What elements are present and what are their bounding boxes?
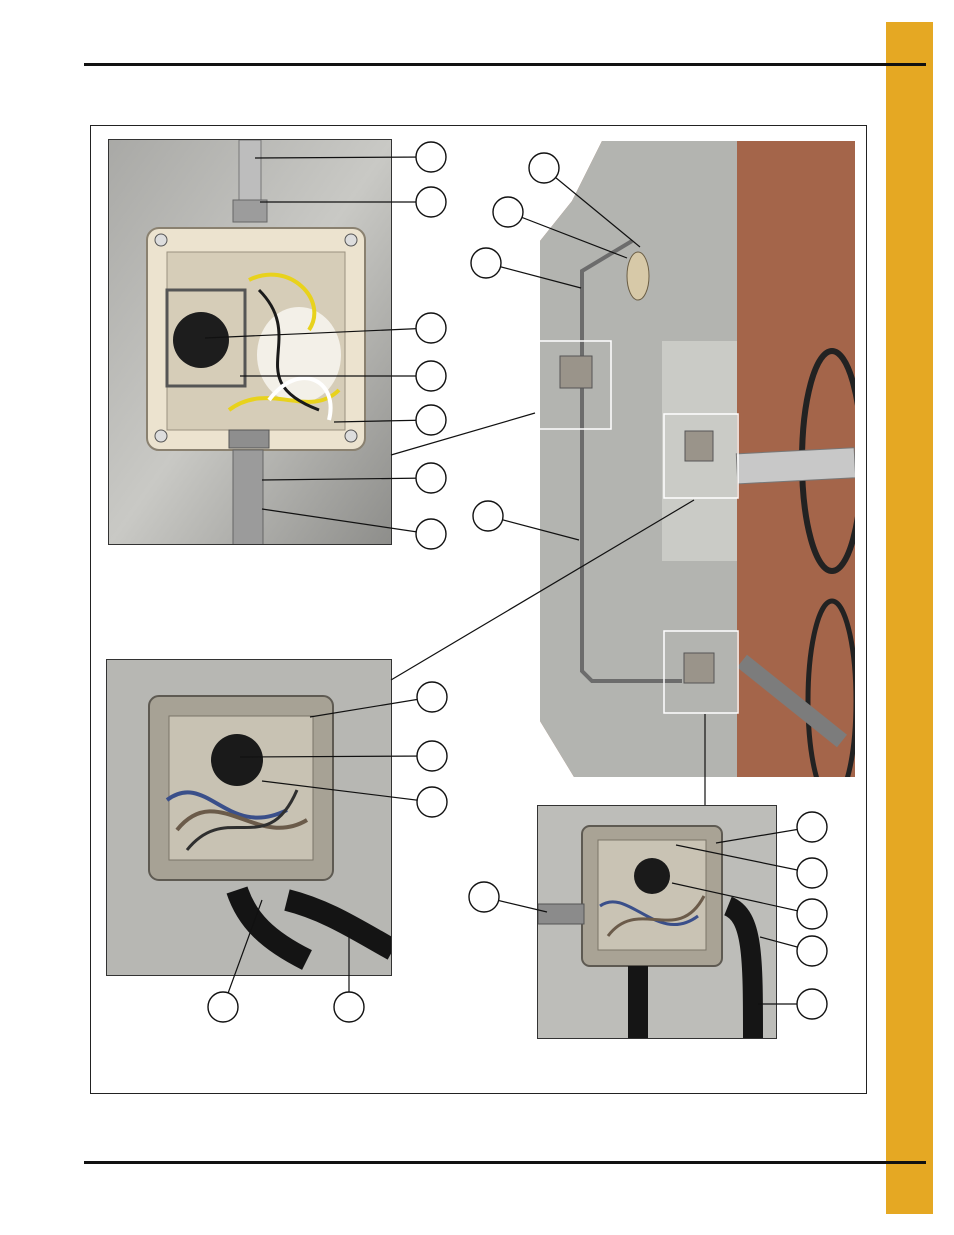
callout-circle bbox=[416, 142, 446, 172]
detail-highlight-box bbox=[664, 414, 738, 498]
callout-circle bbox=[493, 197, 523, 227]
callout-circle bbox=[417, 682, 447, 712]
callout-leader-line bbox=[544, 168, 640, 247]
detail-highlight-box bbox=[535, 341, 611, 429]
callout-circle bbox=[797, 936, 827, 966]
detail-link-line bbox=[391, 413, 535, 455]
callout-circle bbox=[797, 899, 827, 929]
callout-circle bbox=[416, 405, 446, 435]
callout-circle bbox=[334, 992, 364, 1022]
callout-leader-line bbox=[205, 328, 431, 338]
callout-leader-line bbox=[262, 781, 432, 802]
callout-circle bbox=[797, 858, 827, 888]
callout-circle bbox=[208, 992, 238, 1022]
callout-circle bbox=[416, 313, 446, 343]
detail-highlight-box bbox=[664, 631, 738, 713]
callout-circle bbox=[416, 187, 446, 217]
callout-circle bbox=[417, 741, 447, 771]
callout-circle bbox=[416, 519, 446, 549]
callout-leader-line bbox=[240, 756, 432, 757]
callout-circle bbox=[417, 787, 447, 817]
callout-circle bbox=[797, 989, 827, 1019]
callout-leader-line bbox=[223, 900, 262, 1007]
callout-leader-line bbox=[508, 212, 627, 258]
callout-circle bbox=[469, 882, 499, 912]
callout-leader-line bbox=[255, 157, 431, 158]
callout-circle bbox=[797, 812, 827, 842]
callout-circle bbox=[529, 153, 559, 183]
callout-leader-line bbox=[262, 509, 431, 534]
callout-circle bbox=[473, 501, 503, 531]
callout-circle bbox=[416, 463, 446, 493]
callout-circle bbox=[416, 361, 446, 391]
callout-circle bbox=[471, 248, 501, 278]
callout-leader-line bbox=[262, 478, 431, 480]
callout-leader-line bbox=[672, 883, 812, 914]
callout-leader-line bbox=[676, 845, 812, 873]
callout-leader-line bbox=[310, 697, 432, 717]
